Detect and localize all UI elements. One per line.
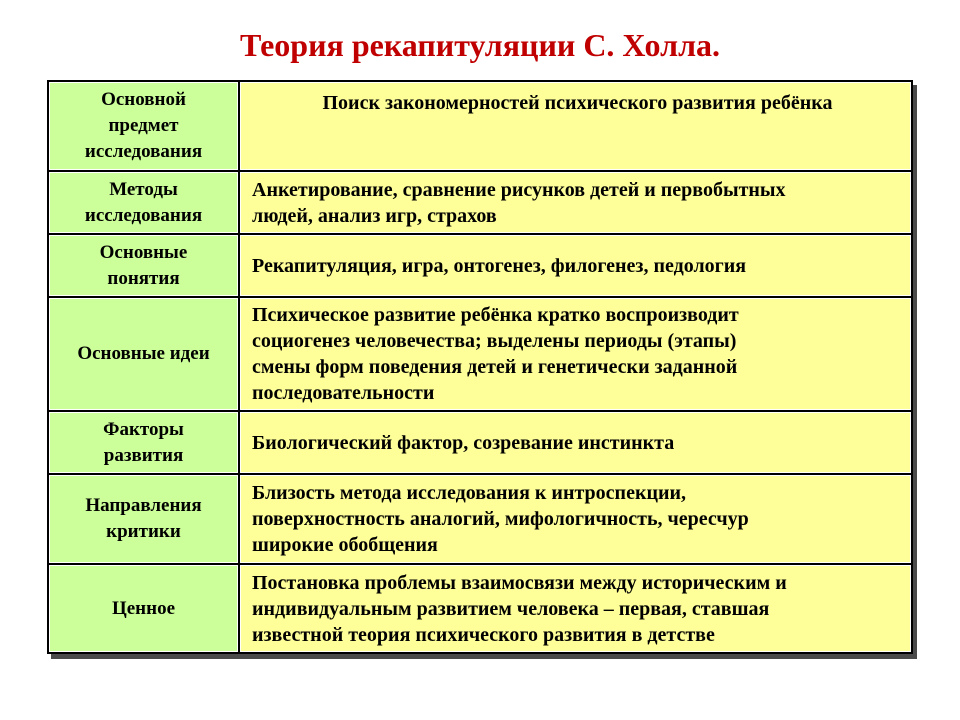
row-content-ideas: Психическое развитие ребёнка кратко воспроизводит социогенез человечества; выделены периоды (этапы) смены форм поведения детей и генетически заданной последовательности [240,298,911,410]
row-label-concepts: Основные понятия [49,235,238,296]
row-content-value: Постановка проблемы взаимосвязи между историческим и индивидуальным развитием человека – первая, ставшая известной теория психического развития в детстве [240,565,911,652]
row-content-criticism: Близость метода исследования к интроспекции, поверхностность аналогий, мифологичность, чересчур широкие обобщения [240,475,911,563]
row-content-concepts: Рекапитуляция, игра, онтогенез, филогенез, педология [240,235,911,296]
row-label-value: Ценное [49,565,238,652]
row-content-subject: Поиск закономерностей психического развития ребёнка [240,82,911,170]
row-label-ideas: Основные идеи [49,298,238,410]
row-content-factors: Биологический фактор, созревание инстинкта [240,412,911,473]
theory-table [47,80,913,654]
row-content-methods: Анкетирование, сравнение рисунков детей и первобытных людей, анализ игр, страхов [240,172,911,233]
row-label-methods: Методы исследования [49,172,238,233]
slide-title: Теория рекапитуляции С. Холла. [239,27,721,63]
row-label-factors: Факторы развития [49,412,238,473]
row-label-subject: Основной предмет исследования [49,82,238,170]
row-label-criticism: Направления критики [49,475,238,563]
